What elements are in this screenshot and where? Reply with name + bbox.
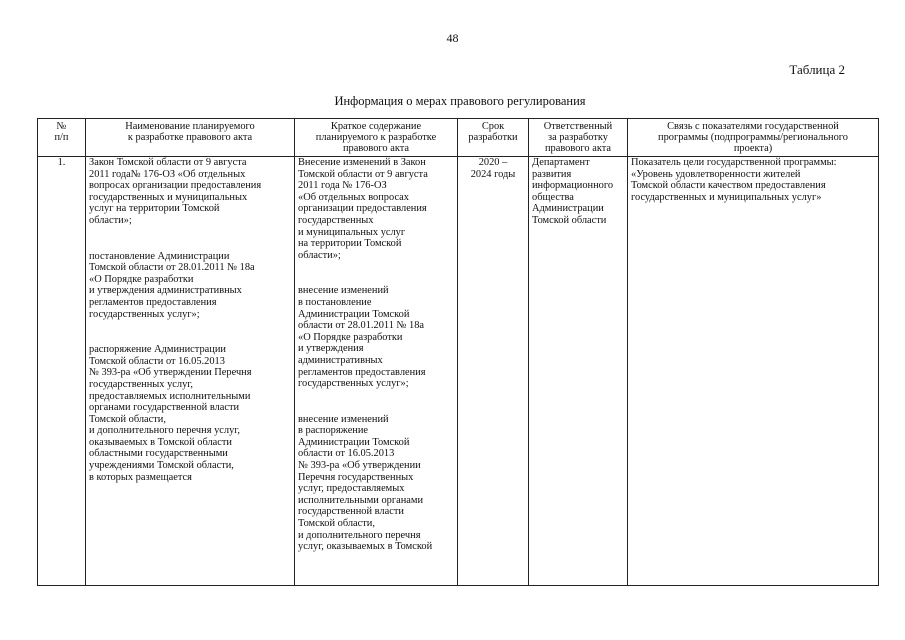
table-label: Таблица 2	[789, 62, 845, 77]
page-number: 48	[446, 31, 459, 45]
header-content: Краткое содержание планируемого к разработке правового акта	[295, 119, 458, 157]
header-num: № п/п	[38, 119, 86, 157]
header-link: Связь с показателями государственной программы (подпрограммы/регионального проекта)	[628, 119, 879, 157]
header-name: Наименование планируемого к разработке правового акта	[86, 119, 295, 157]
paragraph-gap	[89, 227, 291, 251]
document-title: Информация о мерах правового регулирования	[334, 94, 586, 108]
paragraph-gap	[298, 390, 454, 414]
program-indicator-link: Показатель цели государственной программы: «Уровень удовлетворенности жителей Томской области качеством предоставления государственных и муниципальных услуг»	[628, 157, 879, 586]
regulation-table	[37, 118, 879, 586]
header-responsible: Ответственный за разработку правового акта	[529, 119, 628, 157]
development-term: 2020 – 2024 годы	[458, 157, 529, 586]
act-content-law: Внесение изменений в Закон Томской области от 9 августа 2011 года № 176-ОЗ «Об отдельных вопросах организации предоставления государственных и муниципальных услуг на территории Томской области»;	[298, 157, 428, 261]
act-name-order: распоряжение Администрации Томской области от 16.05.2013 № 393-ра «Об утверждении Перечня государственных услуг, предоставляемых исполнительными органами государственной власти Томской области, и дополнительного перечня услуг, оказываемых в Томской области областными государственными учреждениями Томской области, в которых размещается	[89, 344, 252, 483]
act-name-resolution: постановление Администрации Томской области от 28.01.2011 № 18а «О Порядке разработки и утверждения административных регламентов предоставления государственных услуг»;	[89, 250, 255, 320]
row-number: 1.	[38, 157, 86, 586]
act-content-order: внесение изменений в распоряжение Администрации Томской области от 16.05.2013 № 393-ра «Об утверждении Перечня государственных услуг, предоставляемых исполнительными органами государственной власти Томской области, и дополнительного перечня услуг, оказываемых в Томской	[298, 413, 433, 553]
paragraph-gap	[298, 261, 454, 285]
act-content-cell	[295, 157, 458, 586]
header-term: Срок разработки	[458, 119, 529, 157]
paragraph-gap	[89, 320, 291, 344]
table-row	[38, 157, 879, 586]
table-header-row	[38, 119, 879, 157]
responsible-body: Департамент развития информационного общества Администрации Томской области	[529, 157, 628, 586]
act-name-cell	[86, 157, 295, 586]
act-name-law: Закон Томской области от 9 августа 2011 года№ 176-ОЗ «Об отдельных вопросах организации предоставления государственных и муниципальных услуг на территории Томской области»;	[89, 157, 262, 226]
act-content-resolution: внесение изменений в постановление Администрации Томской области от 28.01.2011 № 18а «О Порядке разработки и утверждения административных регламентов предоставления государственных услуг»;	[298, 285, 426, 390]
